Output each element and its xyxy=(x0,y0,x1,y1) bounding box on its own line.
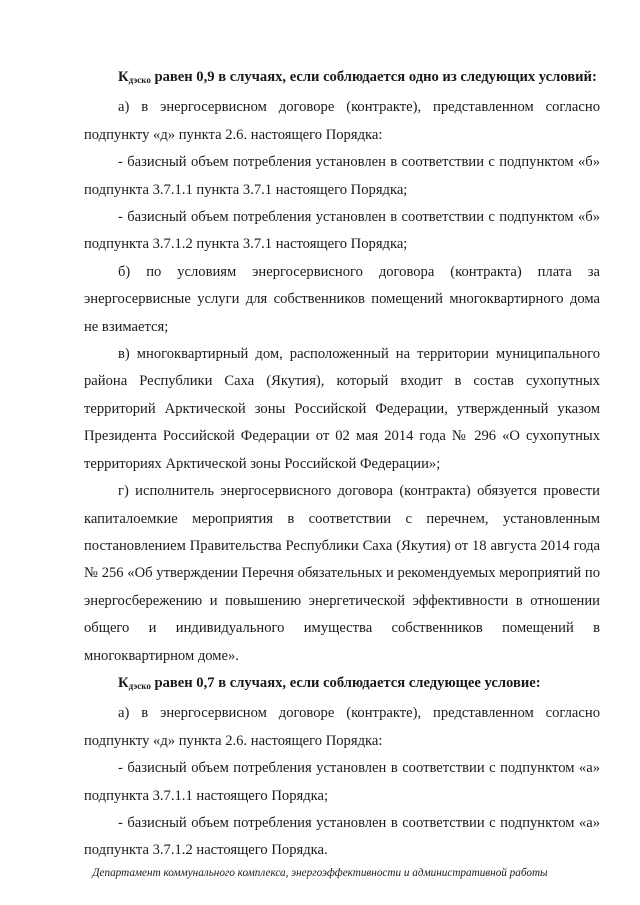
paragraph-b: б) по условиям энергосервисного договора (контракта) плата за энергосервисные услуги для собственников помещений многоквартирного дома не взимается; xyxy=(84,263,600,335)
heading-text: равен 0,7 в случаях, если соблюдается следующее условие: xyxy=(150,674,541,691)
paragraph-a-2: а) в энергосервисном договоре (контракте), представленном согласно подпункту «д» пункта 2.6. настоящего Порядка: xyxy=(84,705,600,749)
paragraph-v: в) многоквартирный дом, расположенный на территории муниципального района Республики Саха (Якутия), который входит в состав сухопутных территорий Арктической зоны Российской Федерации, утвержденный указом Президента Российской Федерации от 02 мая 2014 года № 296 «О сухопутных территориях Арктической зоны Российской Федерации»; xyxy=(84,346,600,472)
document-body xyxy=(84,64,600,865)
paragraph-a-1-item-2: - базисный объем потребления установлен в соответствии с подпунктом «б» подпункта 3.7.1.2 пункта 3.7.1 настоящего Порядка; xyxy=(84,209,600,253)
condition-heading-0-9 xyxy=(84,64,600,94)
coefficient-symbol: К xyxy=(118,69,129,85)
coefficient-subscript: дэско xyxy=(128,75,151,85)
paragraph-g: г) исполнитель энергосервисного договора (контракта) обязуется провести капиталоемкие мероприятия в соответствии с перечнем, установленным постановлением Правительства Республики Саха (Якутия) от 18 августа 2014 года № 256 «Об утверждении Перечня обязательных и рекомендуемых мероприятий по энергосбережению и повышению энергетической эффективности в отношении общего и индивидуального имущества собственников помещений в многоквартирном доме». xyxy=(84,483,600,664)
heading-text: равен 0,9 в случаях, если соблюдается одно из следующих условий: xyxy=(150,69,597,85)
paragraph-a-2-item-2: - базисный объем потребления установлен в соответствии с подпунктом «а» подпункта 3.7.1.2 настоящего Порядка. xyxy=(84,814,600,859)
paragraph-a-2-item-1: - базисный объем потребления установлен в соответствии с подпунктом «а» подпункта 3.7.1.1 настоящего Порядка; xyxy=(84,760,600,804)
paragraph-a-1-item-1: - базисный объем потребления установлен в соответствии с подпунктом «б» подпункта 3.7.1.1 пункта 3.7.1 настоящего Порядка; xyxy=(84,154,600,198)
coefficient-symbol: К xyxy=(118,674,129,691)
coefficient-subscript: дэско xyxy=(128,680,151,691)
page-footer: Департамент коммунального комплекса, энергоэффективности и административной работы xyxy=(92,867,548,879)
condition-heading-0-7 xyxy=(84,670,600,700)
paragraph-a-1: а) в энергосервисном договоре (контракте), представленном согласно подпункту «д» пункта 2.6. настоящего Порядка: xyxy=(84,99,600,143)
